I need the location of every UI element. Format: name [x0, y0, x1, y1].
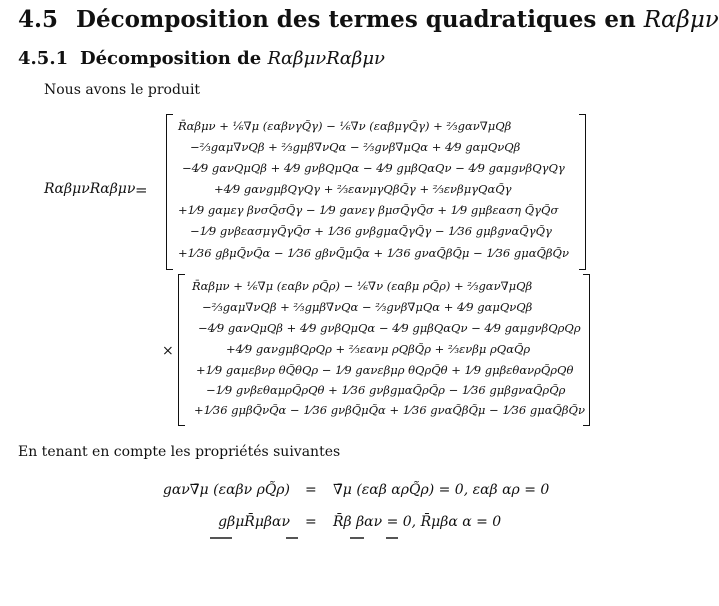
- times-sign: ×: [162, 343, 174, 359]
- property-rhs: R̄β βαν = 0, R̄μβα α = 0: [333, 514, 502, 530]
- property-lhs: gαν∇̄μ (εαβν ρQ̃ρ): [162, 482, 290, 498]
- left-bracket: [166, 114, 173, 270]
- property-rhs: ∇̄μ (εαβ αρQ̃ρ) = 0, εαβ αρ = 0: [333, 482, 550, 498]
- section-number: 4.5: [18, 6, 59, 33]
- left-bracket: [178, 274, 185, 426]
- clipped-next-line: [200, 536, 520, 541]
- property-row: [0, 514, 652, 536]
- subsection-heading: [18, 48, 385, 69]
- intro-text: Nous avons le produit: [44, 82, 201, 98]
- section-title: Décomposition des termes quadratiques en: [76, 6, 644, 33]
- section-heading: [18, 6, 719, 33]
- property-row: [0, 482, 652, 504]
- equals-sign: =: [135, 181, 148, 199]
- right-bracket: [579, 114, 586, 270]
- matrix-b-row: R̄αβμν + ⅙∇̄μ (εαβν ρQ̃ρ) − ⅙∇̄ν (εαβμ ρQ̃ρ) + ⅔gαν∇̄μQβ: [192, 279, 533, 293]
- subsection-title: Décomposition de: [80, 48, 268, 69]
- equation-lhs: RαβμνRαβμν: [44, 181, 136, 197]
- matrix-a-row: +1⁄36 gβμQ̃νQ̃α − 1⁄36 gβνQ̃μQ̃α + 1⁄36 gναQ̃βQ̃μ − 1⁄36 gμαQ̃βQ̃ν: [178, 246, 569, 260]
- matrix-a-row: −⅔gαμ∇̄νQβ + ⅔gμβ∇̄νQα − ⅔gνβ∇̄μQα + 4⁄9 gαμQνQβ: [190, 140, 521, 154]
- subsection-number: 4.5.1: [18, 48, 69, 69]
- property-equals: =: [305, 482, 317, 498]
- section-title-math: Rαβμν: [643, 7, 719, 33]
- matrix-b-row: +1⁄36 gμβQ̃νQ̃α − 1⁄36 gνβQ̃μQ̃α + 1⁄36 gναQ̃βQ̃μ − 1⁄36 gμαQ̃βQ̃ν: [194, 403, 585, 417]
- matrix-b-row: −1⁄9 gνβεθαμρQ̃ρQθ + 1⁄36 gνβgμαQ̃ρQ̃ρ − 1⁄36 gμβgναQ̃ρQ̃ρ: [206, 383, 566, 397]
- matrix-a-row: −1⁄9 gνβεασμγQ̃γQ̃σ + 1⁄36 gνβgμαQ̃γQ̃γ − 1⁄36 gμβgναQ̃γQ̃γ: [190, 224, 552, 238]
- matrix-a-row: +1⁄9 gαμεγ βνσQ̃σQ̃γ − 1⁄9 gανεγ βμσQ̃γQ̃σ + 1⁄9 gμβεαση Q̃γQ̃σ: [178, 203, 559, 217]
- matrix-b-row: +1⁄9 gαμεβνρ θQ̃θQρ − 1⁄9 gανεβμρ θQρQ̃θ + 1⁄9 gμβεθανρQ̃ρQθ: [196, 363, 574, 377]
- property-equals: =: [305, 514, 317, 530]
- subsection-title-math: RαβμνRαβμν: [267, 48, 385, 69]
- matrix-a-row: R̄αβμν + ⅙∇̄μ (εαβνγQ̃γ) − ⅙∇̄ν (εαβμγQ̃γ) + ⅔gαν∇̄μQβ: [178, 119, 512, 133]
- property-lhs: gβμR̄μβαν: [218, 514, 290, 530]
- second-factor-matrix: [178, 274, 590, 426]
- matrix-b-row: −⅔gαμ∇̄νQβ + ⅔gμβ∇̄νQα − ⅔gνβ∇̄μQα + 4⁄9 gαμQνQβ: [202, 300, 533, 314]
- matrix-b-row: +4⁄9 gανgμβQρQρ + ⅔εανμ ρQβQ̃ρ + ⅔ενβμ ρQαQ̃ρ: [226, 342, 531, 356]
- first-factor-matrix: [166, 114, 586, 270]
- matrix-a-row: +4⁄9 gανgμβQγQγ + ⅔εανμγQβQ̃γ + ⅔ενβμγQαQ̃γ: [214, 182, 512, 196]
- matrix-a-row: −4⁄9 gανQμQβ + 4⁄9 gνβQμQα − 4⁄9 gμβQαQν − 4⁄9 gαμgνβQγQγ: [182, 161, 565, 175]
- closing-text: En tenant en compte les propriétés suivantes: [18, 444, 341, 460]
- matrix-b-row: −4⁄9 gανQμQβ + 4⁄9 gνβQμQα − 4⁄9 gμβQαQν − 4⁄9 gαμgνβQρQρ: [198, 321, 581, 335]
